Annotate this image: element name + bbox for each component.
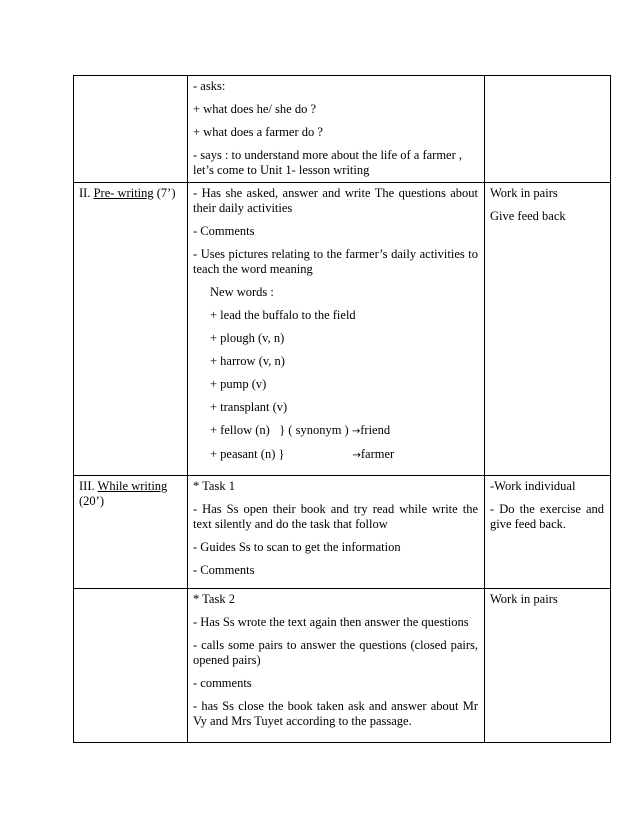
activity-line: * Task 1: [193, 479, 235, 493]
activity-line: - Comments: [193, 224, 255, 238]
activity-line: - calls some pairs to answer the questions (closed pairs, opened pairs): [193, 638, 478, 667]
mode-line: Work in pairs: [490, 186, 558, 200]
stage-time: (7’): [156, 186, 176, 200]
activity-line: - has Ss close the book taken ask and answer about Mr Vy and Mrs Tuyet according to the passage.: [193, 699, 478, 728]
arrow-right-icon: →: [352, 450, 361, 461]
new-word: + transplant (v): [210, 400, 288, 414]
activities-cell: [188, 476, 485, 589]
fellow-bracket: } ( synonym ): [279, 423, 349, 437]
new-word-peasant: [193, 447, 478, 463]
new-word-fellow: [193, 423, 478, 439]
stage-number: III.: [79, 479, 95, 493]
table-row: [74, 589, 611, 743]
activity-line: - Has Ss open their book and try read while write the text silently and do the task that follow: [193, 502, 478, 531]
mode-cell: [485, 183, 611, 476]
activity-line: - Comments: [193, 563, 255, 577]
peasant-result: farmer: [360, 447, 395, 461]
mode-cell: [485, 589, 611, 743]
activity-line: - Uses pictures relating to the farmer’s daily activities to teach the word meaning: [193, 247, 478, 276]
activity-line: + what does he/ she do ?: [193, 102, 316, 116]
arrow-right-icon: →: [351, 426, 361, 437]
activity-line: + what does a farmer do ?: [193, 125, 323, 139]
activity-line: - Has Ss wrote the text again then answer the questions: [193, 615, 469, 629]
stage-name: Pre- writing: [93, 186, 154, 200]
table-row: [74, 76, 611, 183]
activities-cell: [188, 589, 485, 743]
activities-cell: [188, 76, 485, 183]
mode-line: -Work individual: [490, 479, 576, 493]
mode-cell: [485, 76, 611, 183]
stage-cell: [74, 476, 188, 589]
new-words-title: New words :: [210, 285, 274, 299]
new-word: + harrow (v, n): [210, 354, 285, 368]
mode-line: Give feed back: [490, 209, 566, 223]
activity-line: - says : to understand more about the life of a farmer , let’s come to Unit 1- lesson writing: [193, 148, 463, 177]
stage-number: II.: [79, 186, 91, 200]
mode-line: - Do the exercise and give feed back.: [490, 502, 604, 531]
lesson-plan-table: [73, 75, 611, 743]
stage-cell: [74, 589, 188, 743]
activity-line: - asks:: [193, 79, 226, 93]
fellow-word: + fellow (n): [210, 423, 270, 437]
activity-line: - comments: [193, 676, 252, 690]
stage-name: While writing: [97, 479, 168, 493]
stage-time: (20’): [79, 494, 104, 508]
table-row: [74, 183, 611, 476]
peasant-word: + peasant (n) }: [210, 447, 285, 461]
activity-line: - Has she asked, answer and write The questions about their daily activities: [193, 186, 478, 215]
activities-cell: [188, 183, 485, 476]
new-word: + pump (v): [210, 377, 267, 391]
stage-cell: [74, 76, 188, 183]
stage-cell: [74, 183, 188, 476]
activity-line: * Task 2: [193, 592, 235, 606]
activity-line: - Guides Ss to scan to get the information: [193, 540, 401, 554]
fellow-result: friend: [360, 423, 391, 437]
new-word: + plough (v, n): [210, 331, 285, 345]
new-word: + lead the buffalo to the field: [210, 308, 356, 322]
table-row: [74, 476, 611, 589]
mode-cell: [485, 476, 611, 589]
mode-line: Work in pairs: [490, 592, 558, 606]
